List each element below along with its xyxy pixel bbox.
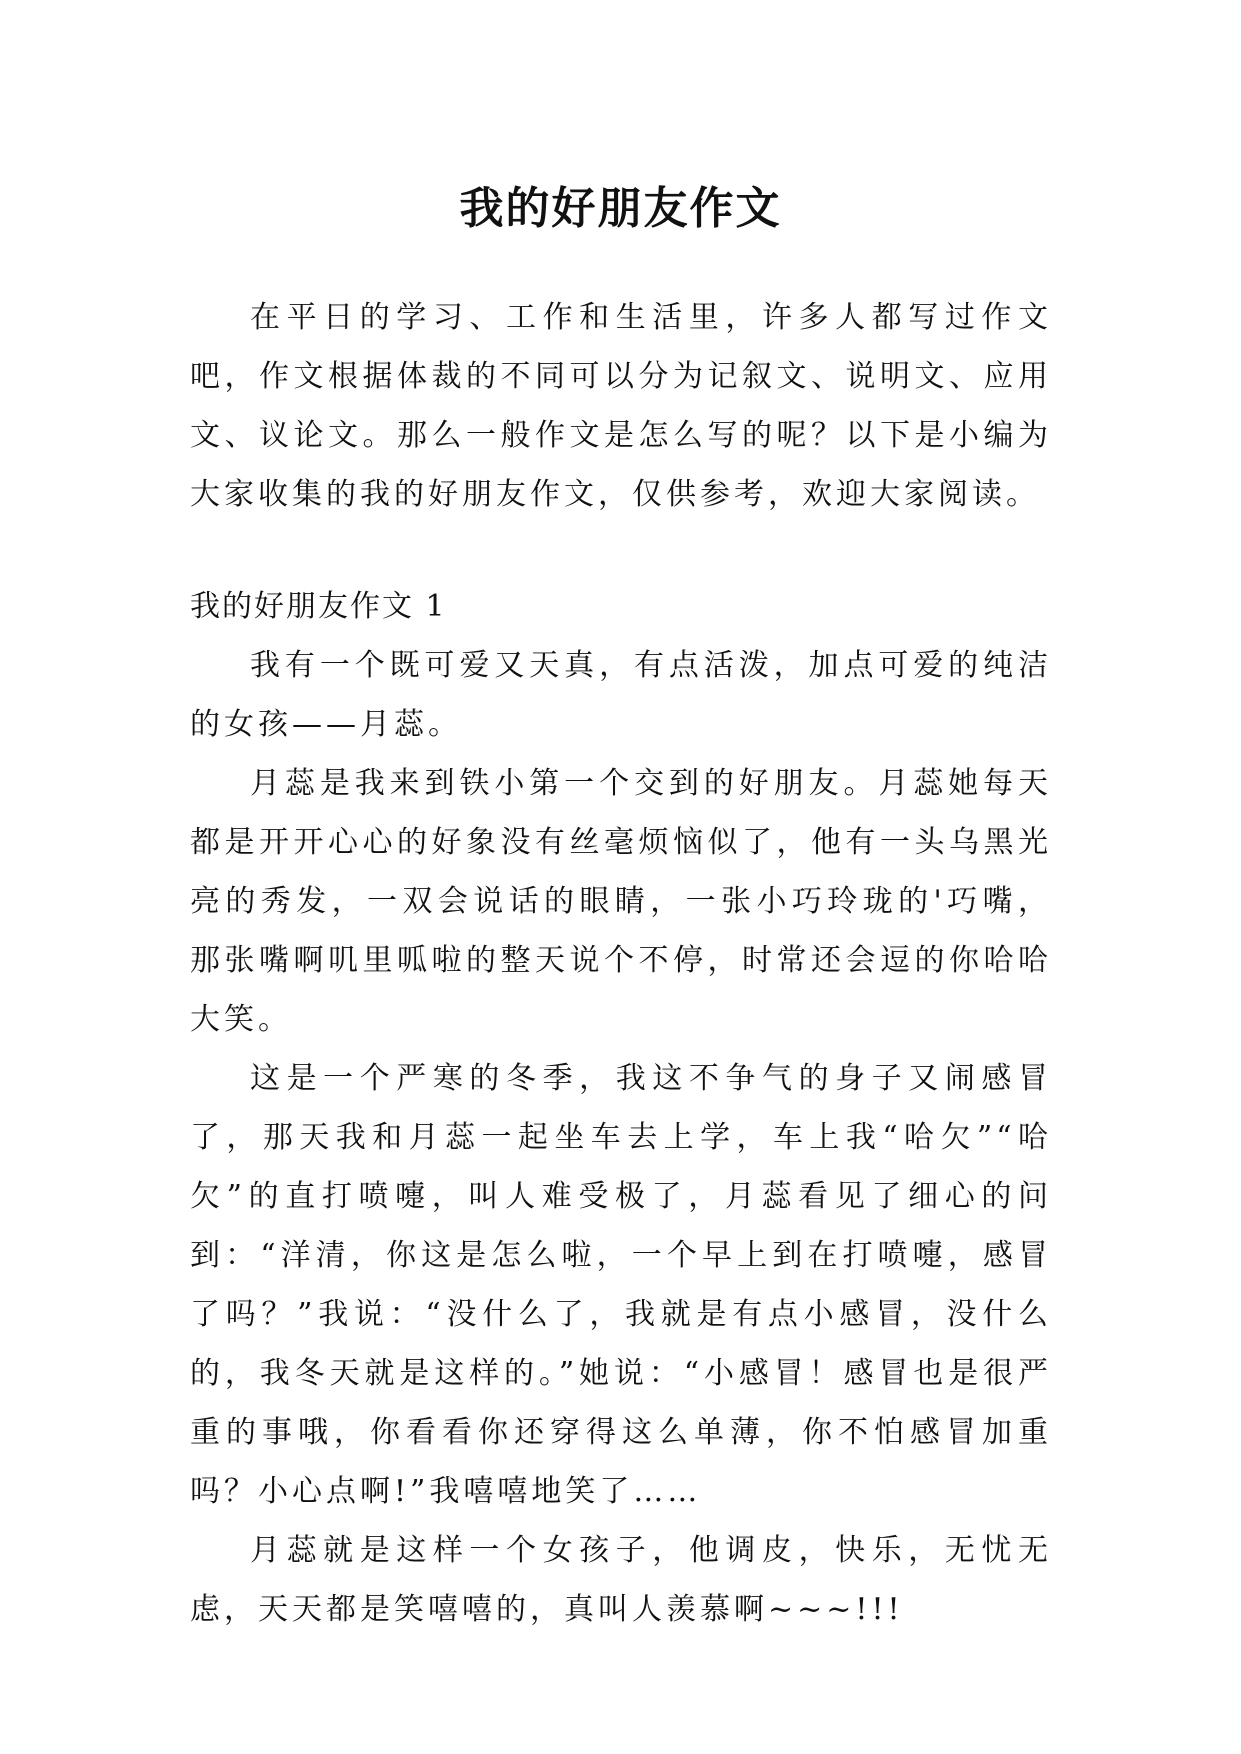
article-paragraph-1: 我有一个既可爱又天真，有点活泼，加点可爱的纯洁的女孩——月蕊。	[190, 648, 1052, 742]
article-paragraph-3: 这是一个严寒的冬季，我这不争气的身子又闹感冒了，那天我和月蕊一起坐车去上学，车上我“哈欠”“哈欠”的直打喷嚏，叫人难受极了，月蕊看见了细心的问到：“洋清，你这是怎么啦，一个早上到在打喷嚏，感冒了吗？”我说：“没什么了，我就是有点小感冒，没什么的，我冬天就是这样的。”她说：“小感冒！感冒也是很严重的事哦，你看看你还穿得这么单薄，你不怕感冒加重吗？小心点啊!”我嘻嘻地笑了……	[190, 1061, 1052, 1509]
article-body	[190, 636, 1052, 1639]
article-paragraph-2: 月蕊是我来到铁小第一个交到的好朋友。月蕊她每天都是开开心心的好象没有丝毫烦恼似了，他有一头乌黑光亮的秀发，一双会说话的眼睛，一张小巧玲珑的'巧嘴，那张嘴啊叽里呱啦的整天说个不停，时常还会逗的你哈哈大笑。	[190, 766, 1052, 1037]
intro-section	[190, 288, 1052, 524]
document-title: 我的好朋友作文	[459, 183, 782, 235]
section-heading: 我的好朋友作文 1	[190, 589, 447, 624]
article-paragraph-4: 月蕊就是这样一个女孩子，他调皮，快乐，无忧无虑，天天都是笑嘻嘻的，真叫人羡慕啊~~~!!!	[190, 1533, 1052, 1627]
intro-paragraph: 在平日的学习、工作和生活里，许多人都写过作文吧，作文根据体裁的不同可以分为记叙文、说明文、应用文、议论文。那么一般作文是怎么写的呢？以下是小编为大家收集的我的好朋友作文，仅供参考，欢迎大家阅读。	[190, 300, 1052, 512]
